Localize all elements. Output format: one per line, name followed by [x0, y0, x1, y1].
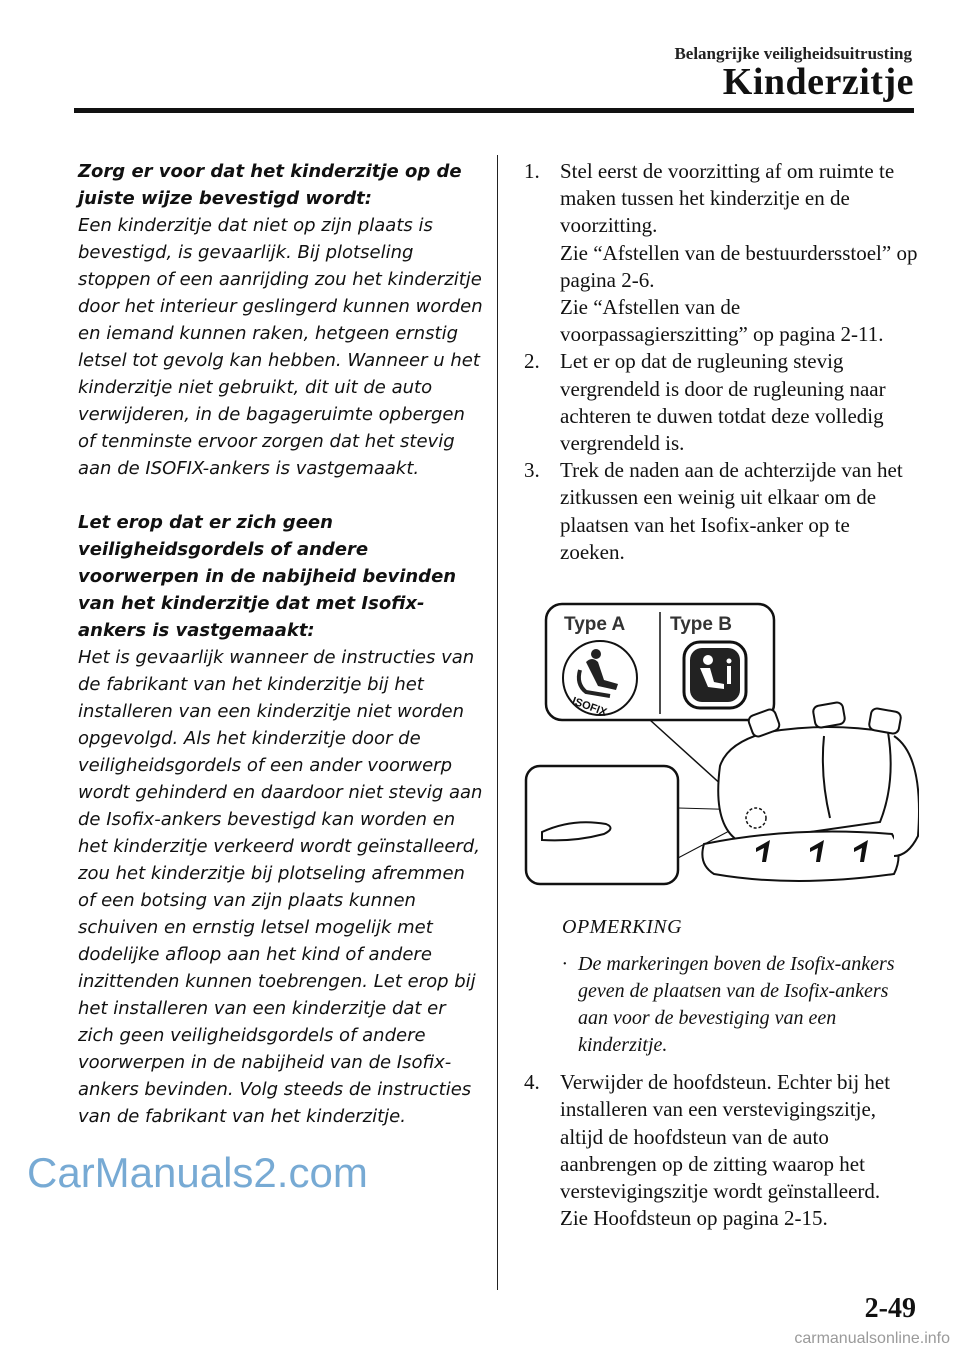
- step-2-text: Let er op dat de rugleuning stevig vergrendeld is door de rugleuning naar achteren te duwen totdat deze volledig vergrendeld is.: [560, 349, 886, 456]
- warning-1-heading: Zorg er voor dat het kinderzitje op de juiste wijze bevestigd wordt:: [78, 161, 462, 209]
- step-2-number: 2.: [524, 349, 540, 374]
- warning-2-body: Het is gevaarlijk wanneer de instructies van de fabrikant van het kinderzitje bij het installeren van een kinderzitje niet worden opgevolgd. Als het kinderzitje door de veiligheidsgordels of een ander voorwerp wordt gehinderd en daardoor niet stevig aan de Isofix-ankers bevestigd kan worden en het kinderzitje verkeerd wordt geïnstalleerd, zou het kinderzitje bij plotseling afremmen of een botsing van zijn plaats kunnen schuiven en ernstig letsel mogelijk met dodelijke afloop aan het kind of andere inzittenden kunnen toebrengen. Let erop bij het installeren van een kinderzitje dat er zich geen veiligheidsgordels of andere voorwerpen in de nabijheid van de Isofix-ankers bevinden. Volg steeds de instructies van de fabrikant van het kinderzitje.: [78, 647, 483, 1127]
- step-1-ref-2: Zie “Afstellen van de voorpassagierszitting” op pagina 2-11.: [560, 295, 884, 347]
- isofix-text: ISOFIX: [570, 695, 609, 719]
- step-4-text: Verwijder de hoofdsteun. Echter bij het installeren van een verstevigingszitje, altijd de hoofdsteun van de auto aanbrengen op de zitting waarop het verstevigingszitje wordt geïnstalleerd.: [560, 1070, 891, 1204]
- warning-1: [78, 158, 483, 482]
- page-title: Kinderzitje: [722, 61, 914, 103]
- step-4-number: 4.: [524, 1070, 540, 1095]
- isofix-figure: [524, 586, 924, 906]
- note-text: De markeringen boven de Isofix-ankers geven de plaatsen van de Isofix-ankers aan voor de bevestiging van een kinderzitje.: [578, 953, 895, 1057]
- header-rule: [74, 108, 914, 113]
- right-column: [524, 158, 919, 1232]
- type-b-label: Type B: [670, 614, 732, 636]
- step-4-ref: Zie Hoofdsteun op pagina 2-15.: [560, 1206, 828, 1231]
- watermark: CarManuals2.com: [27, 1149, 368, 1196]
- isofix-illustration: [524, 586, 919, 906]
- step-4: [524, 1069, 919, 1232]
- step-1: [524, 158, 919, 348]
- step-1-text: Stel eerst de voorzitting af om ruimte te maken tussen het kinderzitje en de voorzitting.: [560, 159, 895, 238]
- rear-seat-illustration: [702, 702, 919, 881]
- footer-site-watermark: carmanualsonline.info: [794, 1330, 950, 1347]
- column-divider: [497, 155, 498, 1290]
- step-3: [524, 457, 919, 566]
- step-1-number: 1.: [524, 159, 540, 183]
- note-item: [562, 951, 919, 1059]
- warning-1-body: Een kinderzitje dat niet op zijn plaats is bevestigd, is gevaarlijk. Bij plotseling stoppen of een aanrijding zou het kinderzitje door het interieur geslingerd kunnen worden en iemand kunnen raken, hetgeen ernstig letsel tot gevolg kan hebben. Wanneer u het kinderzitje niet gebruikt, dit uit de auto verwijderen, in de bagageruimte opbergen of tenminste ervoor zorgen dat het stevig aan de ISOFIX-ankers is vastgemaakt.: [78, 215, 483, 479]
- warning-2-heading: Let erop dat er zich geen veiligheidsgordels of andere voorwerpen in de nabijheid bevinden van het kinderzitje dat met Isofix-ankers is vastgemaakt:: [78, 512, 457, 641]
- type-a-label: Type A: [564, 614, 626, 636]
- step-2: [524, 348, 919, 457]
- step-3-number: 3.: [524, 458, 540, 483]
- warning-2: [78, 509, 483, 1130]
- page-number: 2-49: [864, 1293, 916, 1324]
- isofix-type-b-icon: [684, 642, 746, 708]
- step-3-text: Trek de naden aan de achterzijde van het zitkussen een weinig uit elkaar om de plaatsen van het Isofix-anker op te zoeken.: [560, 458, 903, 564]
- step-1-ref-1: Zie “Afstellen van de bestuurdersstoel” op pagina 2-6.: [560, 240, 918, 292]
- note-bullet: ·: [562, 953, 567, 976]
- left-column: [78, 158, 483, 1130]
- section-label: Belangrijke veiligheidsuitrusting: [674, 44, 912, 63]
- note-title: OPMERKING: [562, 916, 683, 939]
- note-block: [562, 914, 919, 1059]
